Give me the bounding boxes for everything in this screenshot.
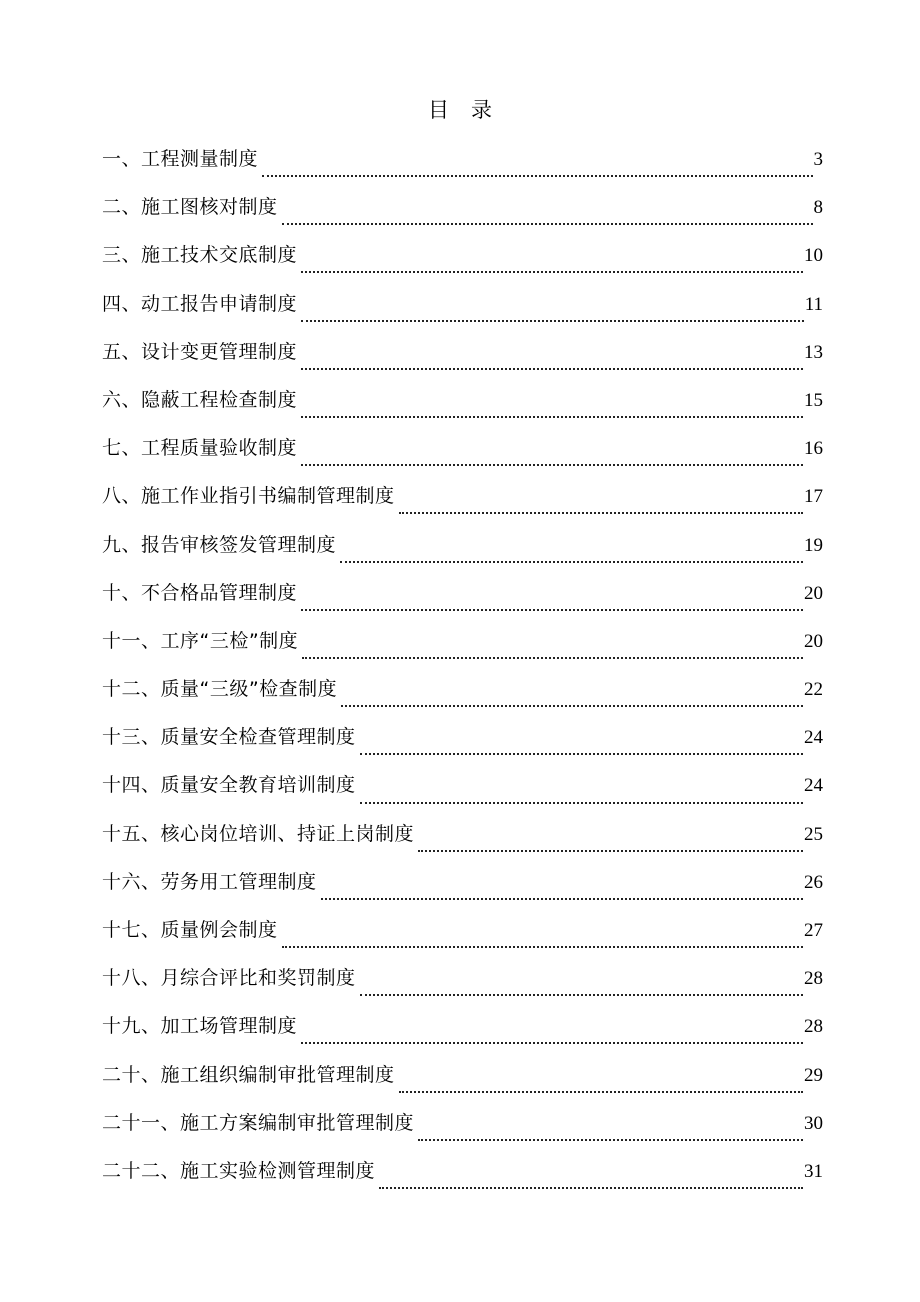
toc-entry-label: 九、报告审核签发管理制度 bbox=[102, 533, 337, 556]
dot-leader bbox=[282, 207, 813, 227]
dot-leader bbox=[282, 930, 803, 950]
toc-entry[interactable] bbox=[102, 771, 823, 819]
toc-entry[interactable] bbox=[102, 531, 823, 579]
toc-title-char-1: 目 bbox=[428, 98, 449, 122]
toc-entry-label: 二十、施工组织编制审批管理制度 bbox=[102, 1063, 395, 1086]
toc-entry-label: 十三、质量安全检查管理制度 bbox=[102, 726, 356, 749]
toc-entry[interactable] bbox=[102, 1109, 823, 1157]
toc-entry[interactable] bbox=[102, 964, 823, 1012]
toc-entry-page: 30 bbox=[804, 1112, 823, 1134]
toc-entry-label: 三、施工技术交底制度 bbox=[102, 244, 298, 267]
toc-entry-page: 22 bbox=[804, 679, 823, 701]
toc-entry-label: 二十一、施工方案编制审批管理制度 bbox=[102, 1111, 415, 1134]
toc-entry-page: 19 bbox=[804, 534, 823, 556]
dot-leader bbox=[301, 255, 803, 275]
dot-leader bbox=[418, 834, 803, 854]
toc-entry-label: 十、不合格品管理制度 bbox=[102, 581, 298, 604]
toc-entry-label: 十八、月综合评比和奖罚制度 bbox=[102, 967, 356, 990]
toc-entry-page: 17 bbox=[804, 486, 823, 508]
toc-entry[interactable] bbox=[102, 675, 823, 723]
toc-entry-label: 十七、质量例会制度 bbox=[102, 919, 278, 941]
dot-leader bbox=[301, 304, 804, 324]
toc-entry[interactable] bbox=[102, 145, 823, 193]
table-of-contents bbox=[102, 145, 823, 1205]
toc-entry-label: 一、工程测量制度 bbox=[102, 148, 259, 170]
toc-entry-page: 29 bbox=[804, 1064, 823, 1086]
dot-leader bbox=[262, 159, 812, 179]
toc-entry[interactable] bbox=[102, 723, 823, 771]
toc-title-char-2: 录 bbox=[471, 98, 492, 122]
dot-leader bbox=[399, 1075, 803, 1095]
dot-leader bbox=[379, 1171, 803, 1191]
toc-entry-page: 3 bbox=[813, 149, 823, 170]
toc-entry-page: 20 bbox=[804, 582, 823, 604]
dot-leader bbox=[301, 352, 803, 372]
dot-leader bbox=[360, 786, 803, 806]
toc-entry[interactable] bbox=[102, 193, 823, 241]
toc-entry-page: 13 bbox=[804, 341, 823, 363]
toc-entry-label: 四、动工报告申请制度 bbox=[102, 292, 298, 315]
toc-entry-label: 七、工程质量验收制度 bbox=[102, 437, 298, 460]
toc-entry-page: 8 bbox=[813, 197, 823, 219]
dot-leader bbox=[301, 1026, 803, 1046]
dot-leader bbox=[302, 641, 803, 661]
dot-leader bbox=[360, 737, 803, 757]
toc-entry-label: 六、隐蔽工程检查制度 bbox=[102, 388, 298, 411]
toc-entry[interactable] bbox=[102, 1157, 823, 1205]
toc-entry-page: 28 bbox=[804, 1016, 823, 1038]
toc-entry-page: 28 bbox=[804, 968, 823, 990]
dot-leader bbox=[301, 593, 803, 613]
toc-entry-label: 二十二、施工实验检测管理制度 bbox=[102, 1159, 376, 1182]
dot-leader bbox=[321, 882, 803, 902]
toc-entry[interactable] bbox=[102, 868, 823, 916]
dot-leader bbox=[301, 400, 803, 420]
toc-entry-page: 26 bbox=[804, 871, 823, 893]
toc-entry-page: 20 bbox=[804, 630, 823, 652]
toc-entry[interactable] bbox=[102, 1061, 823, 1109]
toc-entry[interactable] bbox=[102, 820, 823, 868]
toc-title bbox=[0, 94, 920, 126]
toc-entry[interactable] bbox=[102, 1012, 823, 1060]
toc-entry-label: 十二、质量“三级”检查制度 bbox=[102, 678, 338, 701]
toc-entry-page: 31 bbox=[804, 1160, 823, 1182]
toc-entry-label: 十九、加工场管理制度 bbox=[102, 1015, 298, 1038]
toc-entry-label: 二、施工图核对制度 bbox=[102, 196, 278, 219]
toc-entry[interactable] bbox=[102, 241, 823, 289]
toc-entry-label: 五、设计变更管理制度 bbox=[102, 340, 298, 363]
toc-entry-label: 十四、质量安全教育培训制度 bbox=[102, 774, 356, 797]
toc-entry-page: 11 bbox=[804, 293, 823, 315]
dot-leader bbox=[340, 545, 803, 565]
toc-entry-label: 八、施工作业指引书编制管理制度 bbox=[102, 485, 395, 508]
dot-leader bbox=[360, 978, 803, 998]
dot-leader bbox=[418, 1123, 803, 1143]
toc-entry-label: 十六、劳务用工管理制度 bbox=[102, 870, 317, 893]
toc-entry[interactable] bbox=[102, 579, 823, 627]
toc-entry-page: 24 bbox=[804, 775, 823, 797]
toc-entry-page: 10 bbox=[804, 245, 823, 267]
toc-entry[interactable] bbox=[102, 627, 823, 675]
toc-entry-page: 16 bbox=[804, 438, 823, 460]
toc-entry-page: 25 bbox=[804, 823, 823, 845]
toc-entry[interactable] bbox=[102, 386, 823, 434]
dot-leader bbox=[341, 689, 803, 709]
toc-entry-page: 15 bbox=[804, 389, 823, 411]
dot-leader bbox=[399, 496, 803, 516]
toc-entry[interactable] bbox=[102, 290, 823, 338]
toc-entry[interactable] bbox=[102, 482, 823, 530]
toc-entry[interactable] bbox=[102, 338, 823, 386]
toc-entry-label: 十一、工序“三检”制度 bbox=[102, 629, 299, 652]
dot-leader bbox=[301, 448, 803, 468]
toc-entry-label: 十五、核心岗位培训、持证上岗制度 bbox=[102, 822, 415, 845]
toc-entry-page: 27 bbox=[804, 920, 823, 941]
toc-entry[interactable] bbox=[102, 916, 823, 964]
toc-entry[interactable] bbox=[102, 434, 823, 482]
toc-entry-page: 24 bbox=[804, 727, 823, 749]
